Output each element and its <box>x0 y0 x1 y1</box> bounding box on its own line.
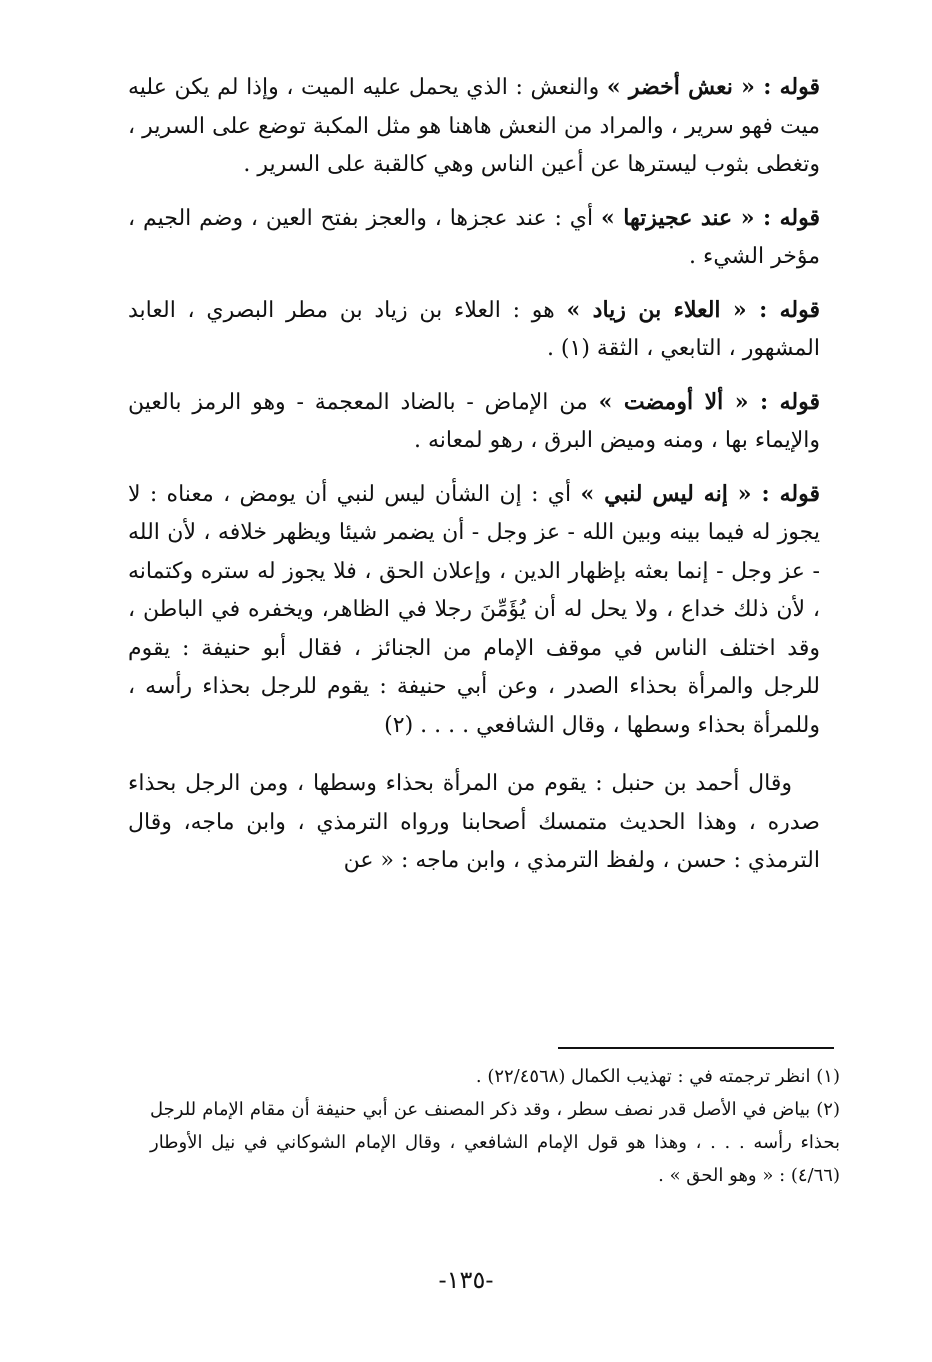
main-text <box>128 68 820 881</box>
footnote-1: (١) انظر ترجمته في : تهذيب الكمال (٢٢/٤٥٦٨) . <box>475 1066 840 1087</box>
paragraph-1-text: والنعش : الذي يحمل عليه الميت ، وإذا لم يكن عليه ميت فهو سرير ، والمراد من النعش هاهنا هو مثل المكبة توضع على السرير ، وتغطى بثوب ليسترها عن أعين الناس وهي كالقبة على السرير . <box>128 75 820 177</box>
lemma-4: قوله : « ألا أومضت » <box>598 388 820 415</box>
lemma-2: قوله : « عند عجيزتها » <box>600 204 820 231</box>
paragraph-5-text: أي : إن الشأن ليس لنبي أن يومض ، معناه : لا يجوز له فيما بينه وبين الله - عز وجل - أن يضمر شيئا ويظهر خلافه ، لأن الله - عز وجل - إنما بعثه بإظهار الدين ، وإعلان الحق ، فلا يجوز له ستره وكتمانه ، لأن ذلك خداع ، ولا يحل له أن يُؤَمِّنَ رجلا في الظاهر، ويخفره في الباطن ، وقد اختلف الناس في موقف الإمام من الجنائز ، فقال أبو حنيفة : يقوم للرجل والمرأة بحذاء الصدر ، وعن أبي حنيفة : يقوم للرجل بحذاء رأسه ، وللمرأة بحذاء وسطها ، وقال الشافعي . . . . (٢) <box>128 481 820 738</box>
paragraph-6 <box>128 765 820 881</box>
paragraph-5 <box>128 475 820 746</box>
paragraph-2 <box>128 199 820 277</box>
paragraph-6-text: وقال أحمد بن حنبل : يقوم من المرأة بحذاء وسطها ، ومن الرجل بحذاء صدره ، وهذا الحديث متمسك أصحابنا ورواه الترمذي ، وابن ماجه، وقال الترمذي : حسن ، ولفظ الترمذي ، وابن ماجه : « عن <box>128 771 820 873</box>
paragraph-3-text: هو : العلاء بن زياد بن مطر البصري ، العابد المشهور ، التابعي ، الثقة (١) . <box>128 297 820 361</box>
paragraph-1 <box>128 68 820 185</box>
lemma-5: قوله : « إنه ليس لنبي » <box>580 480 820 507</box>
paragraph-4-text: من الإماض - بالضاد المعجمة - وهو الرمز بالعين والإيماء بها ، ومنه وميض البرق ، رهو لمعانه . <box>128 389 820 453</box>
paragraph-2-text: أي : عند عجزها ، والعجز بفتح العين ، وضم الجيم ، مؤخر الشيء . <box>128 205 820 269</box>
lemma-3: قوله : « العلاء بن زياد » <box>566 296 820 323</box>
footnotes <box>150 1060 840 1192</box>
paragraph-3 <box>128 291 820 369</box>
footnote-divider <box>558 1047 834 1049</box>
paragraph-4 <box>128 383 820 461</box>
footnote-2: (٢) بياض في الأصل قدر نصف سطر ، وقد ذكر المصنف عن أبي حنيفة أن مقام الإمام للرجل بحذاء رأسه . . . ، وهذا هو قول الإمام الشافعي ، وقال الإمام الشوكاني في نيل الأوطار (٤/٦٦) : « وهو الحق » . <box>150 1099 840 1186</box>
page-number: -١٣٥- <box>438 1266 494 1294</box>
lemma-1: قوله : « نعش أخضر » <box>606 74 820 100</box>
